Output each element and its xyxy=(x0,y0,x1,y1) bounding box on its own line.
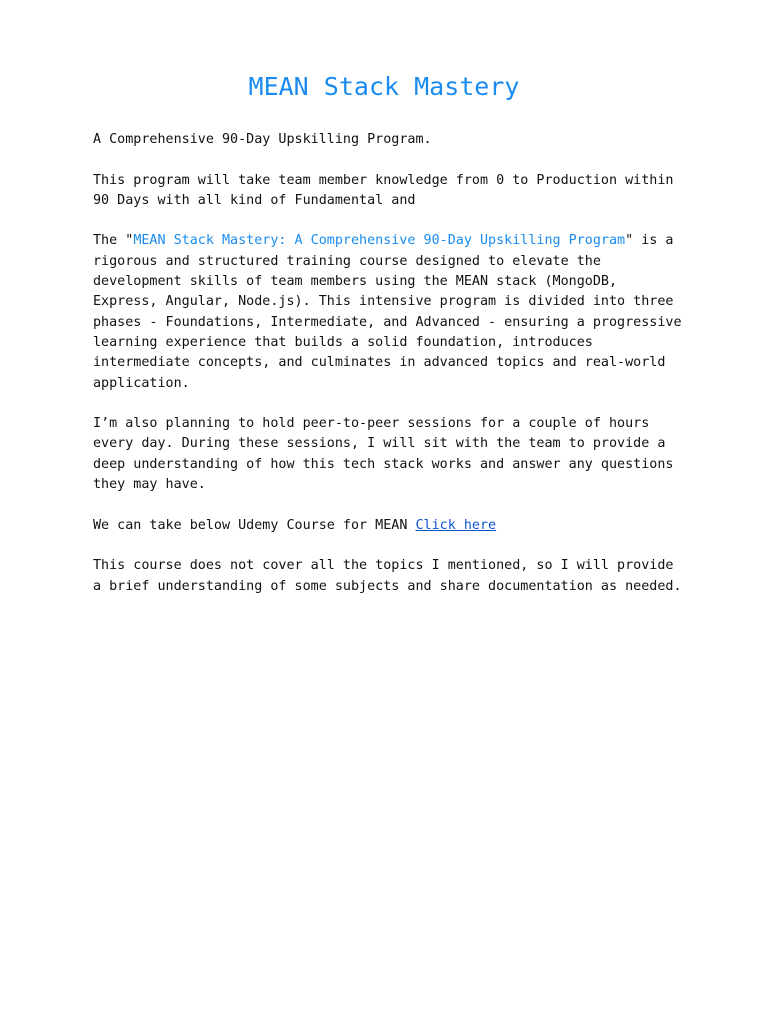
document-body xyxy=(93,130,683,617)
description-text: " is a rigorous and structured training course designed to elevate the development skills of team members using the MEAN stack (MongoDB, Express, Angular, Node.js). This intensive program is divided into three phases - Foundations, Intermediate, and Advanced - ensuring a progressive learning experience that builds a solid foundation, introduces intermediate concepts, and culminates in advanced topics and real-world application. xyxy=(93,233,682,391)
sessions-paragraph: I’m also planning to hold peer-to-peer sessions for a couple of hours every day. During these sessions, I will sit with the team to provide a deep understanding of how this tech stack works and answer any questions they may have. xyxy=(93,416,674,493)
udemy-course-link[interactable]: Click here xyxy=(415,517,497,533)
subtitle-paragraph: A Comprehensive 90-Day Upskilling Program. xyxy=(93,132,432,147)
description-prefix: The " xyxy=(93,233,134,249)
intro-paragraph: This program will take team member knowledge from 0 to Production within 90 Days with all kind of Fundamental and xyxy=(93,172,674,208)
course-text: We can take below Udemy Course for MEAN xyxy=(93,517,416,533)
closing-paragraph: This course does not cover all the topics I mentioned, so I will provide a brief understanding of some subjects and share documentation as needed. xyxy=(93,558,682,594)
program-title-highlight: MEAN Stack Mastery: A Comprehensive 90-Day Upskilling Program xyxy=(133,233,626,249)
course-paragraph xyxy=(93,516,683,536)
description-paragraph xyxy=(93,231,683,393)
page-title: MEAN Stack Mastery xyxy=(248,72,520,101)
